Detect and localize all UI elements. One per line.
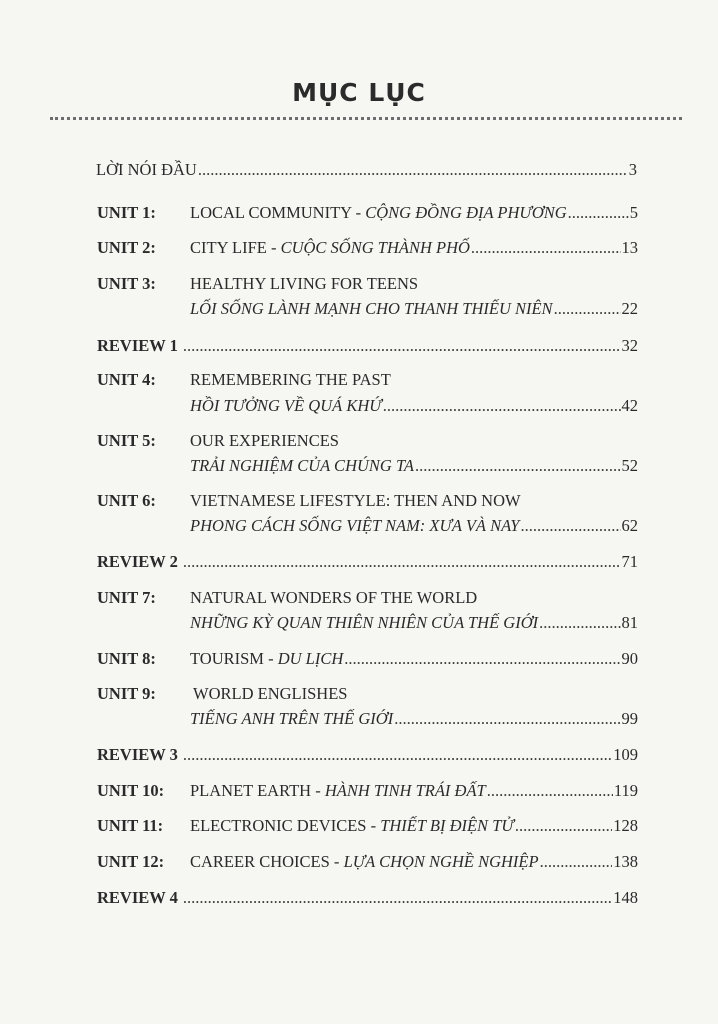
toc-entry-unit-7[interactable] <box>97 588 638 610</box>
leader-dots <box>539 613 620 633</box>
page-number: 99 <box>621 709 638 728</box>
page-number: 42 <box>621 396 638 415</box>
leader-dots <box>394 709 620 729</box>
page-number: 148 <box>613 888 638 907</box>
leader-dots <box>568 203 629 223</box>
toc-entry-title-en: HEALTHY LIVING FOR TEENS <box>190 274 419 293</box>
toc-entry-code: REVIEW 1 <box>97 336 178 355</box>
page-title: MỤC LỤC <box>292 78 426 107</box>
toc-entry-unit-5-vi[interactable] <box>190 456 638 478</box>
leader-dots <box>471 238 621 258</box>
toc-entry-unit-7-vi[interactable] <box>190 613 638 635</box>
toc-entry-title: LOCAL COMMUNITY - CỘNG ĐỒNG ĐỊA PHƯƠNG <box>190 203 567 222</box>
toc-entry-title-en: VIETNAMESE LIFESTYLE: THEN AND NOW <box>190 491 521 510</box>
toc-entry-unit-10[interactable] <box>97 781 638 803</box>
page-number: 90 <box>621 649 638 668</box>
leader-dots <box>554 299 621 319</box>
toc-entry-title: PLANET EARTH - HÀNH TINH TRÁI ĐẤT <box>190 781 486 800</box>
toc-entry-title-en: WORLD ENGLISHES <box>193 684 348 703</box>
toc-entry-title-vi: TIẾNG ANH TRÊN THẾ GIỚI <box>190 709 394 728</box>
page-number: 128 <box>613 816 638 835</box>
toc-entry-title-en: REMEMBERING THE PAST <box>190 370 391 389</box>
toc-entry-title-vi: LỐI SỐNG LÀNH MẠNH CHO THANH THIẾU NIÊN <box>190 299 553 318</box>
toc-entry-code: UNIT 8: <box>97 649 156 668</box>
page-number: 3 <box>628 160 637 179</box>
toc-entry-intro[interactable] <box>96 160 637 182</box>
leader-dots <box>515 816 612 836</box>
page-number: 81 <box>621 613 638 632</box>
leader-dots <box>183 552 621 572</box>
toc-entry-review-4[interactable] <box>97 888 638 910</box>
leader-dots <box>520 516 620 536</box>
page-number: 5 <box>629 203 638 222</box>
toc-entry-label: LỜI NÓI ĐẦU <box>96 160 197 179</box>
toc-entry-title-vi: PHONG CÁCH SỐNG VIỆT NAM: XƯA VÀ NAY <box>190 516 520 535</box>
toc-entry-code: REVIEW 3 <box>97 745 178 764</box>
toc-entry-title: ELECTRONIC DEVICES - THIẾT BỊ ĐIỆN TỬ <box>190 816 514 835</box>
toc-entry-unit-1[interactable] <box>97 203 638 225</box>
toc-entry-review-2[interactable] <box>97 552 638 574</box>
toc-entry-code: REVIEW 4 <box>97 888 178 907</box>
toc-entry-code: UNIT 2: <box>97 238 156 257</box>
toc-entry-code: UNIT 12: <box>97 852 165 871</box>
toc-entry-unit-8[interactable] <box>97 649 638 671</box>
leader-dots <box>183 745 612 765</box>
leader-dots <box>540 852 613 872</box>
toc-entry-code: UNIT 3: <box>97 274 156 293</box>
toc-entry-code: UNIT 1: <box>97 203 156 222</box>
toc-entry-unit-9-vi[interactable] <box>190 709 638 731</box>
toc-entry-code: UNIT 11: <box>97 816 164 835</box>
toc-entry-title-vi: TRẢI NGHIỆM CỦA CHÚNG TA <box>190 456 414 475</box>
toc-entry-unit-4-vi[interactable] <box>190 396 638 418</box>
leader-dots <box>183 336 621 356</box>
toc-entry-title-vi: HỒI TƯỞNG VỀ QUÁ KHỨ <box>190 396 382 415</box>
toc-entry-unit-6-vi[interactable] <box>190 516 638 538</box>
page-number: 13 <box>621 238 638 257</box>
toc-entry-unit-12[interactable] <box>97 852 638 874</box>
leader-dots <box>487 781 613 801</box>
leader-dots <box>415 456 621 476</box>
toc-entry-code: UNIT 9: <box>97 684 156 703</box>
toc-entry-unit-4[interactable] <box>97 370 638 392</box>
toc-entry-unit-3-vi[interactable] <box>190 299 638 321</box>
leader-dots <box>383 396 621 416</box>
page-number: 52 <box>621 456 638 475</box>
toc-entry-title: TOURISM - DU LỊCH <box>190 649 344 668</box>
toc-entry-code: UNIT 4: <box>97 370 156 389</box>
page-number: 62 <box>621 516 638 535</box>
page-number: 109 <box>613 745 638 764</box>
toc-entry-unit-5[interactable] <box>97 431 638 453</box>
page-number: 71 <box>621 552 638 571</box>
toc-entry-title-en: OUR EXPERIENCES <box>190 431 339 450</box>
page-number: 32 <box>621 336 638 355</box>
leader-dots <box>344 649 620 669</box>
toc-entry-unit-3[interactable] <box>97 274 638 296</box>
leader-dots <box>183 888 612 908</box>
toc-entry-review-3[interactable] <box>97 745 638 767</box>
page-number: 138 <box>613 852 638 871</box>
toc-entry-title-vi: NHỮNG KỲ QUAN THIÊN NHIÊN CỦA THẾ GIỚI <box>190 613 539 632</box>
toc-entry-unit-11[interactable] <box>97 816 638 838</box>
toc-entry-unit-6[interactable] <box>97 491 638 513</box>
toc-entry-unit-2[interactable] <box>97 238 638 260</box>
page-number: 119 <box>613 781 638 800</box>
toc-entry-code: UNIT 6: <box>97 491 156 510</box>
toc-entry-title: CAREER CHOICES - LỰA CHỌN NGHỀ NGHIỆP <box>190 852 539 871</box>
toc-entry-title: CITY LIFE - CUỘC SỐNG THÀNH PHỐ <box>190 238 470 257</box>
toc-entry-code: UNIT 5: <box>97 431 156 450</box>
page-number: 22 <box>621 299 638 318</box>
toc-entry-review-1[interactable] <box>97 336 638 358</box>
toc-entry-code: UNIT 10: <box>97 781 165 800</box>
toc-entry-code: UNIT 7: <box>97 588 156 607</box>
toc-entry-unit-9[interactable] <box>97 684 638 706</box>
toc-entry-title-en: NATURAL WONDERS OF THE WORLD <box>190 588 478 607</box>
leader-dots <box>198 160 628 180</box>
toc-entry-code: REVIEW 2 <box>97 552 178 571</box>
